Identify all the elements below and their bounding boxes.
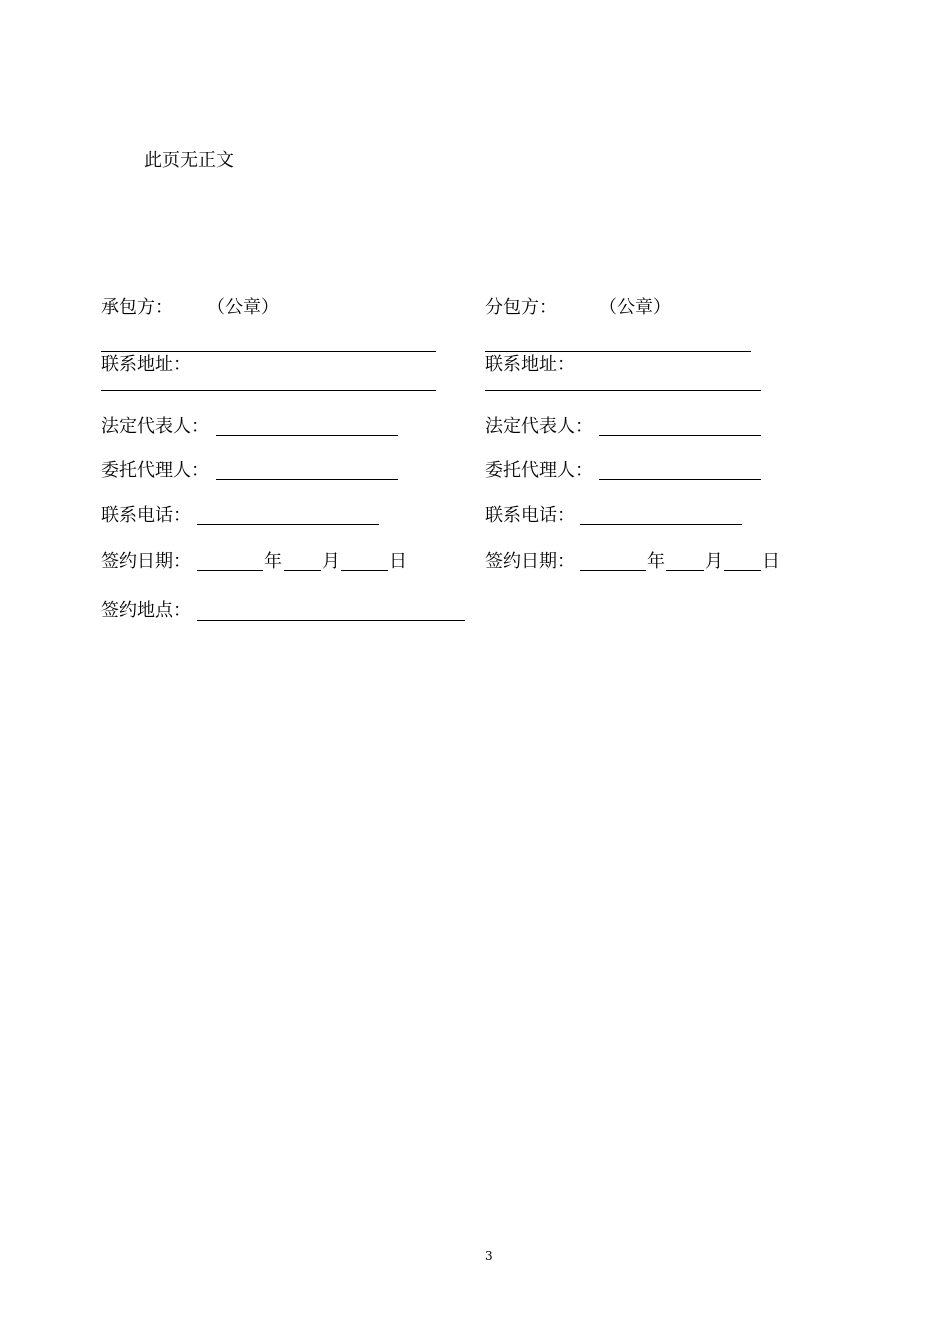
subcontractor-phone-label: 联系电话： [485, 505, 575, 526]
subcontractor-year-label: 年 [647, 551, 665, 572]
subcontractor-phone-line[interactable] [580, 524, 742, 525]
subcontractor-sign-date-label: 签约日期： [485, 551, 575, 572]
contractor-legal-rep-label: 法定代表人： [101, 416, 209, 437]
contractor-label: 承包方： [101, 297, 173, 318]
contractor-seal: （公章） [207, 297, 279, 318]
subcontractor-agent-line[interactable] [599, 479, 761, 480]
subcontractor-year-line[interactable] [580, 570, 646, 571]
subcontractor-label: 分包方： [485, 297, 557, 318]
contractor-sign-place-label: 签约地点： [101, 600, 191, 621]
contractor-month-line[interactable] [284, 570, 321, 571]
subcontractor-legal-rep-line[interactable] [599, 435, 761, 436]
page-number: 3 [485, 1249, 493, 1263]
contractor-day-label: 日 [389, 551, 407, 572]
subcontractor-month-line[interactable] [666, 570, 704, 571]
no-content-note: 此页无正文 [144, 150, 234, 171]
contractor-year-line[interactable] [197, 570, 263, 571]
contractor-legal-rep-line[interactable] [216, 435, 398, 436]
contractor-day-line[interactable] [341, 570, 388, 571]
subcontractor-legal-rep-label: 法定代表人： [485, 416, 593, 437]
contractor-phone-label: 联系电话： [101, 505, 191, 526]
contractor-name-line[interactable] [101, 351, 436, 352]
subcontractor-day-line[interactable] [724, 570, 761, 571]
subcontractor-address-line[interactable] [485, 390, 761, 391]
contractor-agent-line[interactable] [216, 479, 398, 480]
subcontractor-seal: （公章） [599, 297, 671, 318]
subcontractor-day-label: 日 [762, 551, 780, 572]
subcontractor-month-label: 月 [705, 551, 723, 572]
subcontractor-name-line[interactable] [485, 351, 751, 352]
contractor-agent-label: 委托代理人： [101, 460, 209, 481]
contractor-sign-date-label: 签约日期： [101, 551, 191, 572]
contractor-month-label: 月 [322, 551, 340, 572]
contractor-sign-place-line[interactable] [197, 620, 465, 621]
subcontractor-agent-label: 委托代理人： [485, 460, 593, 481]
subcontractor-address-label: 联系地址： [485, 354, 575, 375]
contractor-phone-line[interactable] [197, 524, 379, 525]
contractor-year-label: 年 [264, 551, 282, 572]
contractor-address-line[interactable] [101, 390, 436, 391]
contractor-address-label: 联系地址： [101, 354, 191, 375]
